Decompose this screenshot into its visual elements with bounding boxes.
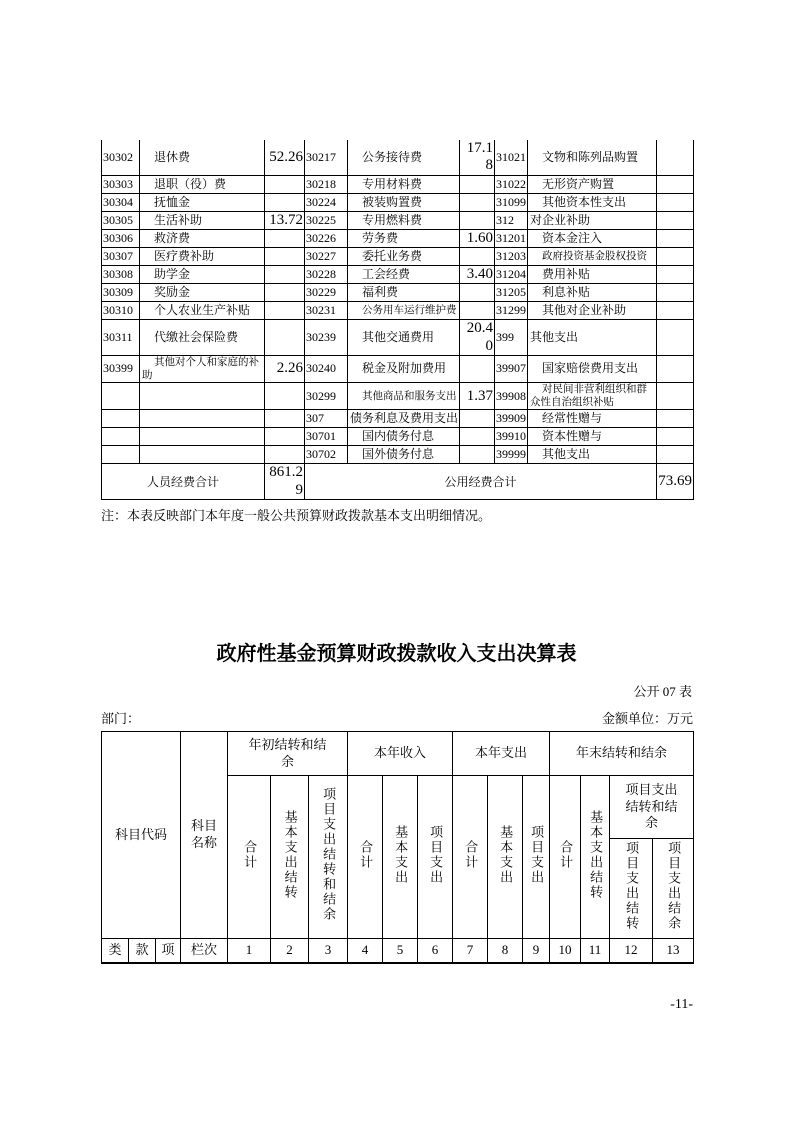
expense-amount-cell: [657, 410, 694, 428]
form-number: 公开 07 表: [633, 684, 692, 699]
expense-name-cell: 费用补贴: [528, 266, 657, 284]
expense-name-cell: 资本性赠与: [528, 428, 657, 446]
expense-code-cell: 39909: [495, 410, 528, 428]
col-index-4: 4: [348, 939, 383, 963]
expense-amount-cell: [657, 383, 694, 410]
expense-code-cell: 30231: [305, 302, 348, 320]
expense-code-cell: 30303: [102, 175, 140, 193]
expense-name-cell: 公务接待费: [348, 140, 460, 175]
col-header-5: 基本支出: [383, 776, 418, 939]
expense-code-cell: [102, 446, 140, 464]
expense-code-cell: 30304: [102, 193, 140, 211]
basic-expense-row: [102, 284, 694, 302]
expense-amount-cell: [657, 320, 694, 356]
public-total-value: 73.69: [657, 464, 694, 500]
expense-code-cell: 30229: [305, 284, 348, 302]
expense-code-cell: 30308: [102, 266, 140, 284]
public-total-label: 公用经费合计: [305, 464, 657, 500]
totals-row: [102, 464, 694, 500]
col-index-11: 11: [581, 939, 610, 963]
basic-expenditure-table: [101, 140, 694, 500]
expense-name-cell: 救济费: [140, 229, 265, 247]
expense-name-cell: 国内债务付息: [348, 428, 460, 446]
basic-expense-row: [102, 266, 694, 284]
expense-name-cell: 助学金: [140, 266, 265, 284]
personnel-total-label: 人员经费合计: [102, 464, 265, 500]
expense-name-cell: 对企业补助: [528, 211, 657, 229]
expense-amount-cell: [460, 211, 495, 229]
col-header-6: 项目支出: [418, 776, 453, 939]
expense-name-cell: 税金及附加费用: [348, 355, 460, 382]
expense-name-cell: 经常性赠与: [528, 410, 657, 428]
page-number: -11-: [670, 997, 693, 1012]
expense-name-cell: 国家赔偿费用支出: [528, 355, 657, 382]
expense-name-cell: 福利费: [348, 284, 460, 302]
fund-header-groups-row: [102, 732, 694, 776]
col-index-7: 7: [453, 939, 488, 963]
expense-code-cell: 31205: [495, 284, 528, 302]
col-header-12: 项目支出结转: [610, 839, 653, 939]
expense-code-cell: 30305: [102, 211, 140, 229]
expense-name-cell: 其他对个人和家庭的补助: [140, 355, 265, 382]
expense-name-cell: 文物和陈列品购置: [528, 140, 657, 175]
expense-name-cell: 被装购置费: [348, 193, 460, 211]
expense-amount-cell: [265, 193, 305, 211]
expense-code-cell: 30226: [305, 229, 348, 247]
fund-column-index-row: [102, 939, 694, 963]
expense-code-cell: 31201: [495, 229, 528, 247]
expense-code-cell: 31299: [495, 302, 528, 320]
fund-table-title: 政府性基金预算财政拨款收入支出决算表: [216, 643, 577, 665]
expense-code-cell: 30311: [102, 320, 140, 356]
col-index-class: 类: [102, 939, 129, 963]
expense-code-cell: 307: [305, 410, 348, 428]
expense-code-cell: 30227: [305, 248, 348, 266]
expense-code-cell: 30217: [305, 140, 348, 175]
expense-amount-cell: [265, 266, 305, 284]
personnel-total-value: 861.29: [265, 464, 305, 500]
expense-name-cell: 资本金注入: [528, 229, 657, 247]
col-index-section: 款: [129, 939, 156, 963]
expense-amount-cell: [657, 140, 694, 175]
expense-name-cell: 工会经费: [348, 266, 460, 284]
basic-expense-row: [102, 410, 694, 428]
col-header-11: 基本支出结转: [581, 776, 610, 939]
group-current-expenditure: 本年支出: [453, 732, 550, 776]
basic-expenditure-rows: [102, 140, 694, 464]
expense-amount-cell: 17.18: [460, 140, 495, 175]
expense-code-cell: 30239: [305, 320, 348, 356]
col-index-item: 项: [156, 939, 181, 963]
expense-amount-cell: [657, 428, 694, 446]
expense-amount-cell: [460, 193, 495, 211]
expense-amount-cell: 13.72: [265, 211, 305, 229]
basic-expense-row: [102, 320, 694, 356]
expense-amount-cell: [265, 302, 305, 320]
basic-expense-row: [102, 383, 694, 410]
expense-code-cell: 39910: [495, 428, 528, 446]
expense-name-cell: 医疗费补助: [140, 248, 265, 266]
col-header-1: 合计: [228, 776, 271, 939]
expense-name-cell: [140, 410, 265, 428]
fund-table: [101, 731, 694, 964]
expense-name-cell: 个人农业生产补贴: [140, 302, 265, 320]
expense-name-cell: 退休费: [140, 140, 265, 175]
expense-name-cell: 利息补贴: [528, 284, 657, 302]
expense-amount-cell: [460, 284, 495, 302]
subject-name-header: 科目名称: [181, 732, 228, 939]
expense-name-cell: 生活补助: [140, 211, 265, 229]
expense-code-cell: 30702: [305, 446, 348, 464]
expense-amount-cell: [265, 229, 305, 247]
expense-code-cell: 30225: [305, 211, 348, 229]
group-yearend-balance: 年末结转和结余: [550, 732, 694, 776]
basic-expense-row: [102, 193, 694, 211]
col-index-2: 2: [271, 939, 309, 963]
col-index-1: 1: [228, 939, 271, 963]
expense-name-cell: 退职（役）费: [140, 175, 265, 193]
col-index-label: 栏次: [181, 939, 228, 963]
group-opening-balance: 年初结转和结余: [228, 732, 348, 776]
expense-code-cell: [102, 383, 140, 410]
expense-amount-cell: [265, 446, 305, 464]
expense-code-cell: 30218: [305, 175, 348, 193]
basic-expense-row: [102, 446, 694, 464]
expense-amount-cell: 1.60: [460, 229, 495, 247]
expense-amount-cell: [657, 284, 694, 302]
basic-expense-row: [102, 140, 694, 175]
subgroup-project-balance: 项目支出结转和结余: [610, 776, 694, 839]
basic-expense-row: [102, 248, 694, 266]
expense-code-cell: 31022: [495, 175, 528, 193]
group-current-income: 本年收入: [348, 732, 453, 776]
expense-amount-cell: 52.26: [265, 140, 305, 175]
expense-name-cell: 无形资产购置: [528, 175, 657, 193]
col-index-6: 6: [418, 939, 453, 963]
expense-code-cell: [102, 428, 140, 446]
basic-expenditure-section: [101, 140, 693, 524]
table-meta-row: [101, 708, 693, 727]
col-index-5: 5: [383, 939, 418, 963]
col-index-8: 8: [488, 939, 523, 963]
expense-name-cell: 奖励金: [140, 284, 265, 302]
table-note: 注：本表反映部门本年度一般公共预算财政拨款基本支出明细情况。: [101, 507, 492, 523]
expense-amount-cell: [460, 302, 495, 320]
basic-expense-row: [102, 229, 694, 247]
expense-amount-cell: [657, 229, 694, 247]
expense-code-cell: 312: [495, 211, 528, 229]
unit-label: 金额单位：万元: [601, 711, 693, 726]
col-index-9: 9: [523, 939, 550, 963]
expense-amount-cell: [657, 175, 694, 193]
col-header-4: 合计: [348, 776, 383, 939]
expense-amount-cell: [657, 211, 694, 229]
expense-name-cell: 其他商品和服务支出: [348, 383, 460, 410]
expense-code-cell: [102, 410, 140, 428]
expense-name-cell: 政府投资基金股权投资: [528, 248, 657, 266]
expense-amount-cell: [265, 410, 305, 428]
expense-code-cell: 31204: [495, 266, 528, 284]
expense-code-cell: 39999: [495, 446, 528, 464]
expense-amount-cell: [265, 284, 305, 302]
expense-amount-cell: [460, 428, 495, 446]
expense-code-cell: 31099: [495, 193, 528, 211]
expense-name-cell: 对民间非营利组织和群众性自治组织补贴: [528, 383, 657, 410]
col-index-3: 3: [309, 939, 348, 963]
expense-amount-cell: [657, 248, 694, 266]
expense-amount-cell: [657, 302, 694, 320]
expense-name-cell: 其他资本性支出: [528, 193, 657, 211]
expense-name-cell: 其他交通费用: [348, 320, 460, 356]
expense-name-cell: 专用燃料费: [348, 211, 460, 229]
expense-code-cell: 39908: [495, 383, 528, 410]
expense-amount-cell: 20.40: [460, 320, 495, 356]
col-header-13: 项目支出结余: [653, 839, 694, 939]
expense-name-cell: 公务用车运行维护费: [348, 302, 460, 320]
expense-name-cell: 其他对企业补助: [528, 302, 657, 320]
expense-amount-cell: 1.37: [460, 383, 495, 410]
expense-amount-cell: [460, 248, 495, 266]
expense-name-cell: [140, 383, 265, 410]
expense-code-cell: 31021: [495, 140, 528, 175]
expense-amount-cell: [657, 193, 694, 211]
expense-amount-cell: [657, 446, 694, 464]
expense-name-cell: 抚恤金: [140, 193, 265, 211]
basic-expense-row: [102, 302, 694, 320]
expense-code-cell: 30309: [102, 284, 140, 302]
expense-code-cell: 31203: [495, 248, 528, 266]
basic-expense-row: [102, 211, 694, 229]
expense-name-cell: 其他支出: [528, 320, 657, 356]
col-header-9: 项目支出: [523, 776, 550, 939]
expense-code-cell: 30228: [305, 266, 348, 284]
expense-amount-cell: [460, 410, 495, 428]
expense-name-cell: 代缴社会保险费: [140, 320, 265, 356]
expense-code-cell: 30302: [102, 140, 140, 175]
expense-amount-cell: 3.40: [460, 266, 495, 284]
subject-code-header: 科目代码: [102, 732, 181, 939]
expense-name-cell: 国外债务付息: [348, 446, 460, 464]
expense-name-cell: [140, 446, 265, 464]
expense-name-cell: 劳务费: [348, 229, 460, 247]
expense-code-cell: 39907: [495, 355, 528, 382]
expense-code-cell: 30399: [102, 355, 140, 382]
basic-expense-row: [102, 428, 694, 446]
expense-amount-cell: 2.26: [265, 355, 305, 382]
expense-amount-cell: [657, 355, 694, 382]
expense-code-cell: 30310: [102, 302, 140, 320]
expense-amount-cell: [657, 266, 694, 284]
col-index-12: 12: [610, 939, 653, 963]
department-label: 部门：: [101, 711, 141, 726]
expense-code-cell: 399: [495, 320, 528, 356]
expense-code-cell: 30240: [305, 355, 348, 382]
expense-amount-cell: [265, 175, 305, 193]
expense-name-cell: 专用材料费: [348, 175, 460, 193]
col-header-7: 合计: [453, 776, 488, 939]
expense-name-cell: 债务利息及费用支出: [348, 410, 460, 428]
basic-expense-row: [102, 175, 694, 193]
expense-name-cell: 其他支出: [528, 446, 657, 464]
expense-code-cell: 30224: [305, 193, 348, 211]
expense-amount-cell: [265, 383, 305, 410]
expense-code-cell: 30299: [305, 383, 348, 410]
expense-amount-cell: [460, 175, 495, 193]
expense-amount-cell: [460, 355, 495, 382]
col-header-10: 合计: [550, 776, 581, 939]
expense-amount-cell: [265, 320, 305, 356]
col-index-10: 10: [550, 939, 581, 963]
expense-code-cell: 30306: [102, 229, 140, 247]
expense-code-cell: 30701: [305, 428, 348, 446]
col-header-2: 基本支出结转: [271, 776, 309, 939]
expense-name-cell: [140, 428, 265, 446]
expense-amount-cell: [265, 248, 305, 266]
col-header-8: 基本支出: [488, 776, 523, 939]
fund-table-section: [101, 731, 693, 964]
col-header-3: 项目支出结转和结余: [309, 776, 348, 939]
col-index-13: 13: [653, 939, 694, 963]
expense-amount-cell: [265, 428, 305, 446]
basic-expense-row: [102, 355, 694, 382]
expense-name-cell: 委托业务费: [348, 248, 460, 266]
expense-amount-cell: [460, 446, 495, 464]
expense-code-cell: 30307: [102, 248, 140, 266]
